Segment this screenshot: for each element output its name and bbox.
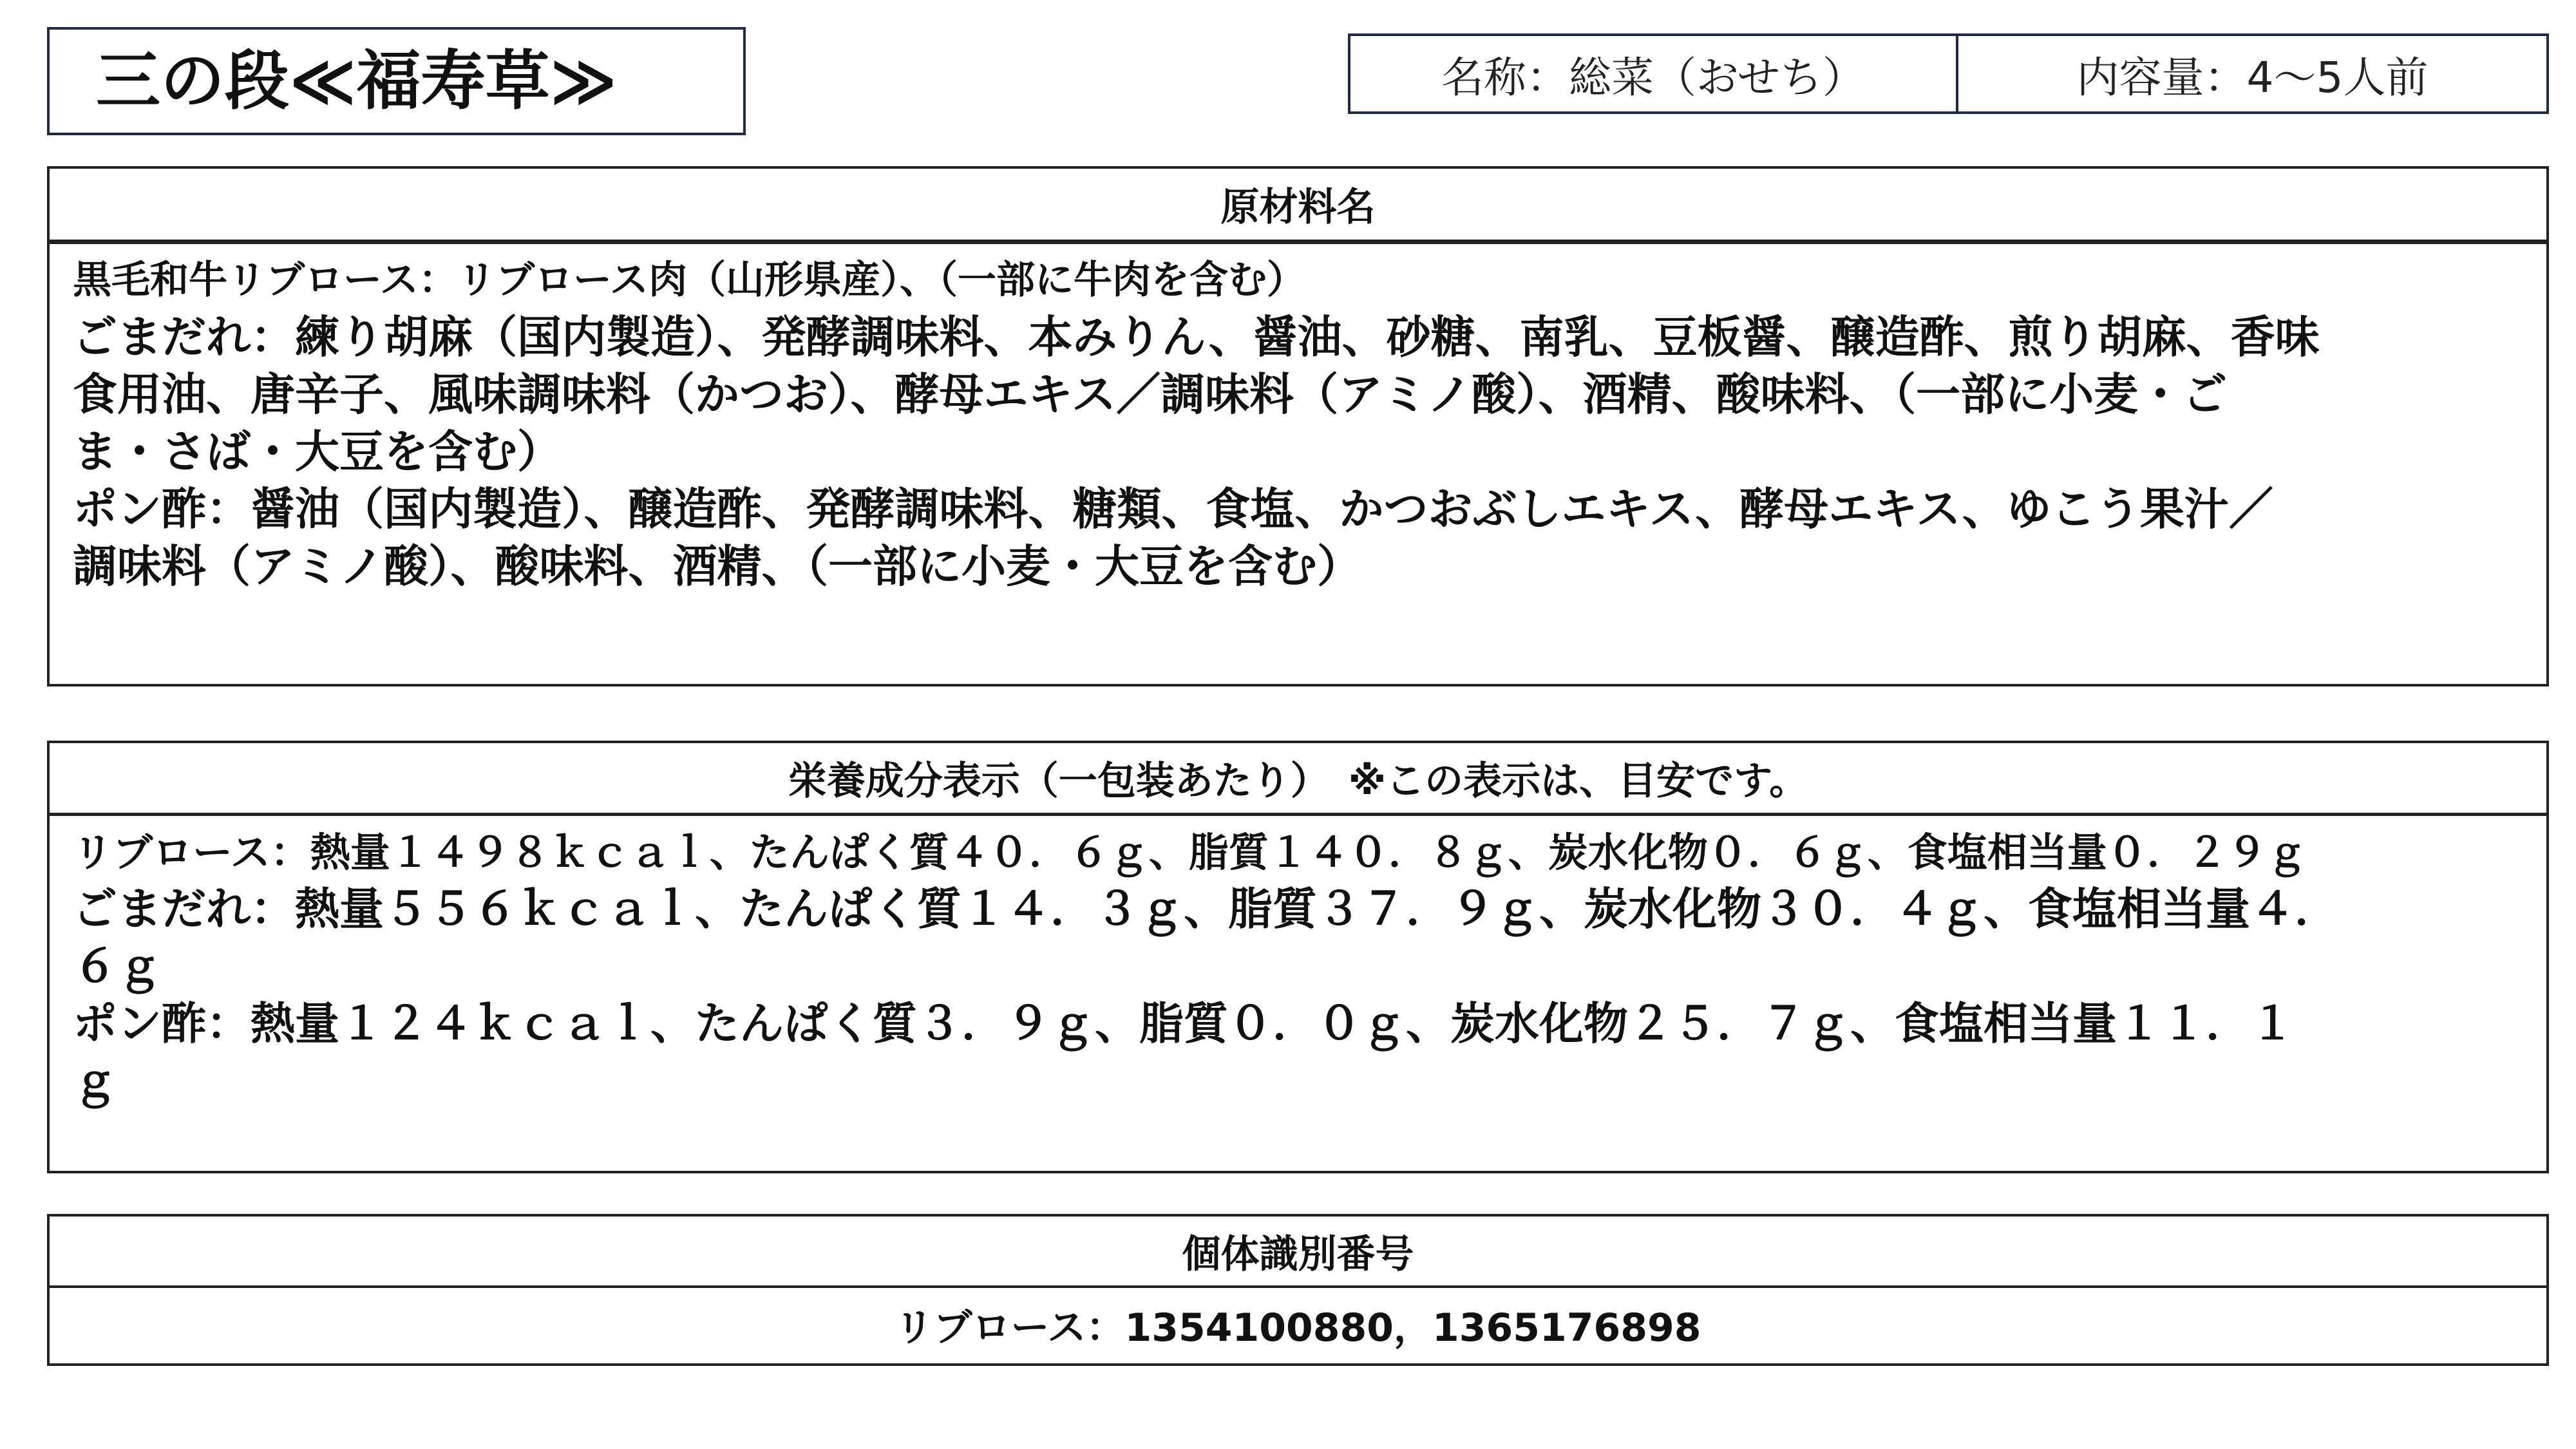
- identification-section: [47, 1214, 2549, 1366]
- identification-value: リブロース：1354100880，1365176898: [895, 1305, 1701, 1350]
- ingredients-line: ごまだれ：練り胡麻（国内製造）、発酵調味料、本みりん、醤油、砂糖、南乳、豆板醤、醸造酢、煎り胡麻、香味: [73, 312, 2320, 363]
- title-box: [47, 27, 746, 135]
- identification-header: 個体識別番号: [50, 1217, 2546, 1288]
- ingredients-body: [50, 244, 2546, 596]
- nutrition-line: リブロース：熱量１４９８ｋｃａｌ、たんぱく質４０．６ｇ、脂質１４０．８ｇ、炭水化物０．６ｇ、食塩相当量０．２９ｇ: [73, 829, 2307, 876]
- ingredients-line: ポン酢：醤油（国内製造）、醸造酢、発酵調味料、糖類、食塩、かつおぶしエキス、酵母エキス、ゆこう果汁／: [73, 484, 2273, 535]
- ingredients-line: 調味料（アミノ酸）、酸味料、酒精、（一部に小麦・大豆を含む）: [73, 541, 1361, 592]
- nutrition-header: 栄養成分表示（一包装あたり） ※この表示は、目安です。: [50, 743, 2546, 816]
- product-name-cell: 名称：総菜（おせち）: [1350, 36, 1958, 111]
- ingredients-line: ま・さば・大豆を含む）: [73, 426, 562, 478]
- page-title: 三の段≪福寿草≫: [96, 43, 618, 118]
- ingredients-section: [47, 166, 2549, 687]
- product-quantity-cell: 内容量：4～5人前: [2076, 53, 2429, 102]
- nutrition-line: ポン酢：熱量１２４ｋｃａｌ、たんぱく質３．９ｇ、脂質０．０ｇ、炭水化物２５．７ｇ、食塩相当量１１．１: [73, 998, 2295, 1050]
- ingredients-header: 原材料名: [50, 169, 2546, 244]
- nutrition-body: [50, 816, 2546, 1110]
- ingredients-line: 食用油、唐辛子、風味調味料（かつお）、酵母エキス／調味料（アミノ酸）、酒精、酸味料、（一部に小麦・ご: [73, 369, 2228, 421]
- product-info-table: [1348, 33, 2549, 114]
- nutrition-line: ６ｇ: [73, 941, 162, 992]
- nutrition-line: ごまだれ：熱量５５６ｋｃａｌ、たんぱく質１４．３ｇ、脂質３７．９ｇ、炭水化物３０．４ｇ、食塩相当量４．: [73, 884, 2339, 935]
- nutrition-line: ｇ: [73, 1056, 117, 1107]
- nutrition-section: [47, 741, 2549, 1173]
- ingredients-line: 黒毛和牛リブロース：リブロース肉（山形県産）、（一部に牛肉を含む）: [73, 258, 1305, 303]
